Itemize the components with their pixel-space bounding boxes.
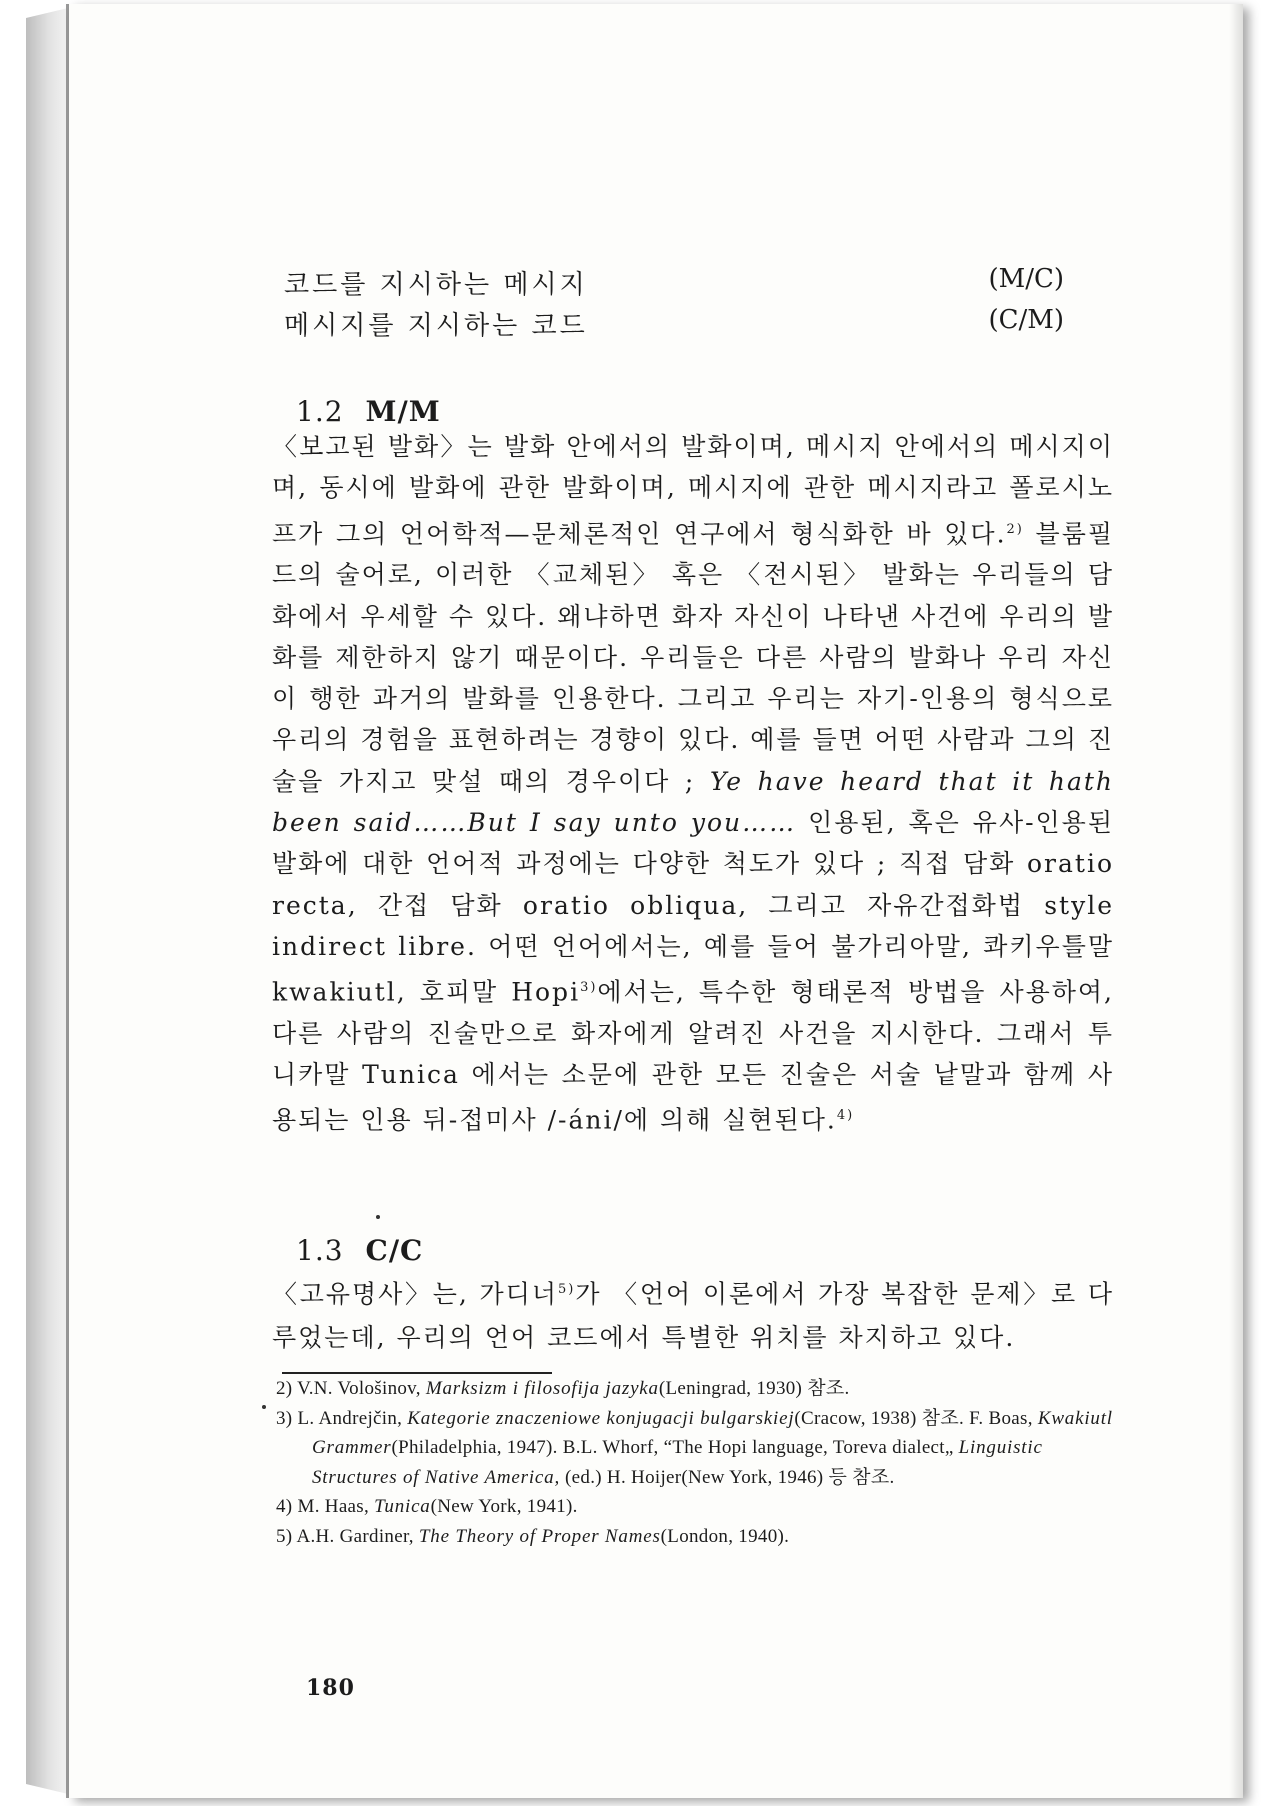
section-title: M/M — [365, 395, 441, 428]
footnotes — [276, 1374, 1118, 1551]
footnote: 3) L. Andrejčin, Kategorie znaczeniowe konjugacji bulgarskiej(Cracow, 1938) 참조. F. Boas, Kwakiutl Grammer(Philadelphia, 1947). B.L. Whorf, “The Hopi language, Toreva dialect„ Linguistic Structures of Native America, (ed.) H. Hoijer(New York, 1946) 등 참조. — [276, 1407, 1113, 1488]
book-page-edges — [26, 8, 68, 1794]
footnote-ref: 4) — [836, 1108, 855, 1124]
footnote: 2) V.N. Vološinov, Marksizm i filosofija jazyka(Leningrad, 1930) 참조. — [276, 1378, 850, 1399]
footnote-ref: 2) — [1006, 521, 1024, 537]
footnote-ref: 5) — [558, 1282, 576, 1297]
footnote: 4) M. Haas, Tunica(New York, 1941). — [276, 1496, 578, 1517]
section-number: 1.3 — [296, 1234, 344, 1267]
ink-speck — [376, 1215, 380, 1219]
section-title: C/C — [365, 1234, 424, 1267]
body-paragraph: 〈고유명사〉는, 가디너$^{5)}$가 〈언어 이론에서 가장 복잡한 문제〉로 다루었는데, 우리의 언어 코드에서 특별한 위치를 차지하고 있다. — [272, 1279, 1114, 1353]
section-number: 1.2 — [296, 395, 344, 428]
definition-row — [284, 264, 1064, 301]
section-heading — [296, 1234, 423, 1267]
definition-code: (M/C) — [988, 264, 1064, 294]
footnote-ref: 3) — [580, 980, 598, 996]
section-heading — [296, 395, 441, 428]
body-paragraph: 〈보고된 발화〉는 발화 안에서의 발화이며, 메시지 안에서의 메시지이며, 동시에 발화에 관한 발화이며, 메시지에 관한 메시지라고 폴로시노프가 그의 언어학적—문체론적인 연구에서 형식화한 바 있다.$^{2)}$ 블룸필드의 술어로, 이러한 〈교체된〉 혹은 〈전시된〉 발화는 우리들의 담화에서 우세할 수 있다. 왜냐하면 화자 자신이 나타낸 사건에 우리의 발화를 제한하지 않기 때문이다. 우리들은 다른 사람의 발화나 우리 자신이 행한 과거의 발화를 인용한다. 그리고 우리는 자기-인용의 형식으로 우리의 경험을 표현하려는 경향이 있다. 예를 들면 어떤 사람과 그의 진술을 가지고 맞설 때의 경우이다 ; Ye have heard that it hath been said……But I say unto you…… 인용된, 혹은 유사-인용된 발화에 대한 언어적 과정에는 다양한 척도가 있다 ; 직접 담화 oratio recta, 간접 담화 oratio obliqua, 그리고 자유간접화법 style indirect libre. 어떤 언어에서는, 예를 들어 불가리아말, 콰키우틀말 kwakiutl, 호피말 Hopi$^{3)}$에서는, 특수한 형태론적 방법을 사용하여, 다른 사람의 진술만으로 화자에게 알려진 사건을 지시한다. 그래서 투니카말 Tunica 에서는 소문에 관한 모든 진술은 서술 낱말과 함께 사용되는 인용 뒤-접미사 /-áni/에 의해 실현된다.$^{4)}$ — [272, 432, 1114, 1135]
ink-speck — [262, 1405, 266, 1409]
footnote: 5) A.H. Gardiner, The Theory of Proper Names(London, 1940). — [276, 1525, 790, 1547]
definition-code: (C/M) — [988, 305, 1064, 335]
page-number: 180 — [306, 1675, 355, 1701]
definition-row — [284, 305, 1064, 342]
quotation: Ye have heard that it hath been said……But I say unto you…… — [272, 766, 1114, 837]
definition-label: 코드를 지시하는 메시지 — [284, 270, 588, 300]
definition-label: 메시지를 지시하는 코드 — [284, 311, 588, 341]
